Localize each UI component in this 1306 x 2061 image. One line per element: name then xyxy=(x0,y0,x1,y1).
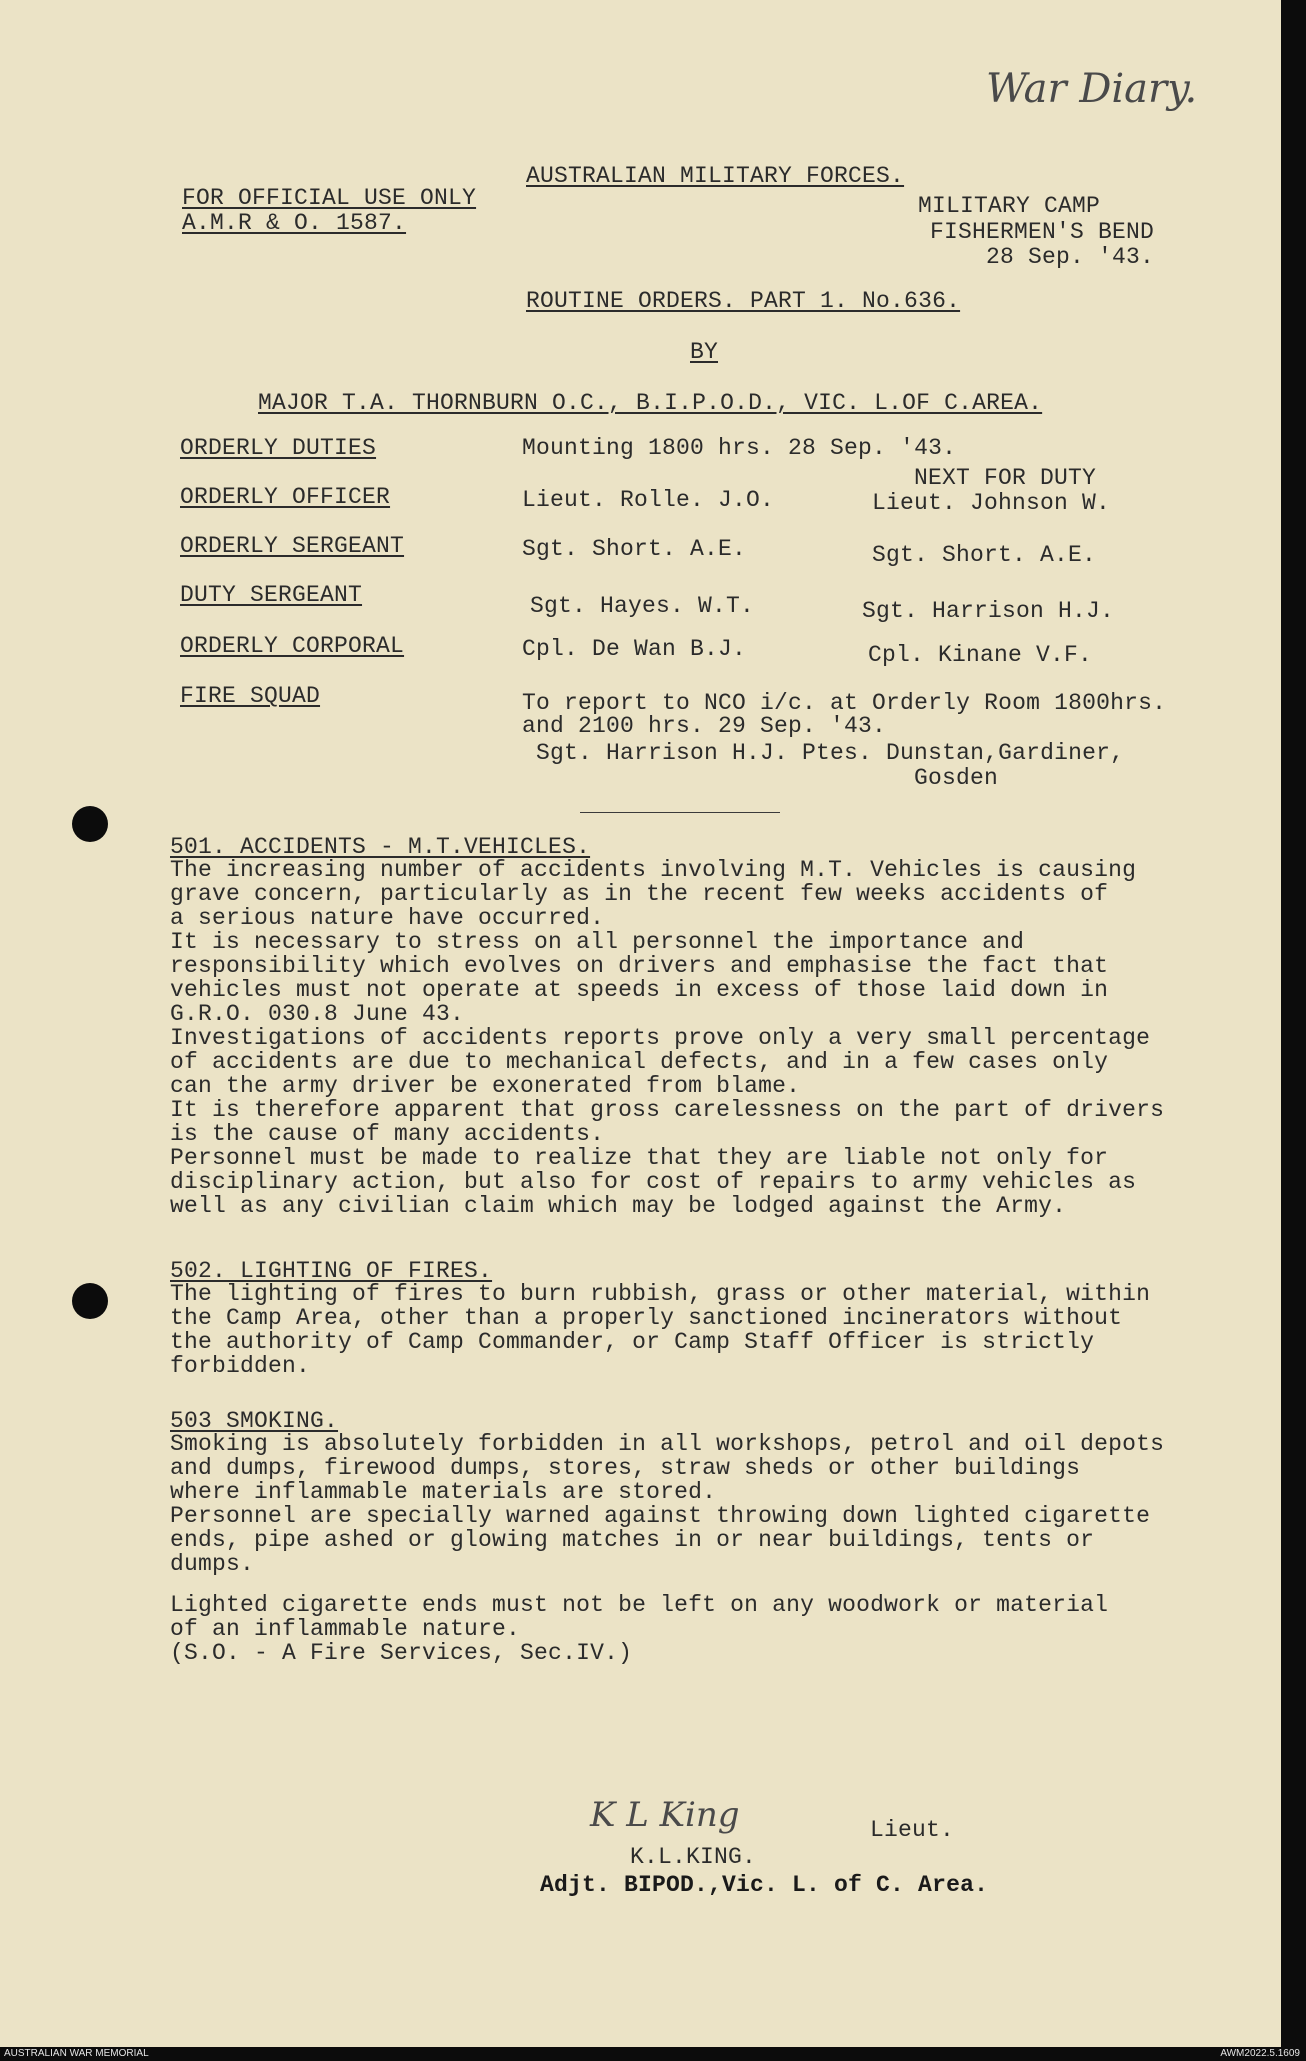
signatory-name: K.L.KING. xyxy=(630,1844,757,1870)
section-line: Personnel are specially warned against throwing down lighted cigarette xyxy=(170,1503,1151,1529)
orders-title: ROUTINE ORDERS. PART 1. No.636. xyxy=(526,288,961,314)
section-line: Personnel must be made to realize that they are liable not only for xyxy=(170,1145,1109,1171)
fire-squad-line: Gosden xyxy=(914,765,999,791)
section-line: vehicles must not operate at speeds in excess of those laid down in xyxy=(170,977,1109,1003)
duty-current: Lieut. Rolle. J.O. xyxy=(522,487,775,513)
section-line: is the cause of many accidents. xyxy=(170,1121,605,1147)
section-divider xyxy=(580,812,780,813)
section-line: (S.O. - A Fire Services, Sec.IV.) xyxy=(170,1640,633,1666)
section-heading: 503 SMOKING. xyxy=(170,1408,339,1434)
fire-squad-line: To report to NCO i/c. at Orderly Room 1800hrs. xyxy=(522,690,1167,716)
section-line: dumps. xyxy=(170,1551,255,1577)
section-line: a serious nature have occurred. xyxy=(170,905,605,931)
by-label: BY xyxy=(690,339,719,365)
fire-squad-line: Sgt. Harrison H.J. Ptes. Dunstan,Gardiner, xyxy=(536,740,1125,766)
duty-label: ORDERLY OFFICER xyxy=(180,484,391,510)
handwritten-signature: K L King xyxy=(590,1795,740,1835)
section-line: disciplinary action, but also for cost of repairs to army vehicles as xyxy=(170,1169,1137,1195)
document-title: AUSTRALIAN MILITARY FORCES. xyxy=(526,163,905,189)
amr-reference: A.M.R & O. 1587. xyxy=(182,210,407,236)
fire-squad-label: FIRE SQUAD xyxy=(180,683,321,709)
signatory-appointment: Adjt. BIPOD.,Vic. L. of C. Area. xyxy=(540,1872,989,1898)
duty-label: ORDERLY SERGEANT xyxy=(180,533,405,559)
section-line: of accidents are due to mechanical defects, and in a few cases only xyxy=(170,1049,1109,1075)
camp-line-2: FISHERMEN'S BEND xyxy=(930,219,1155,245)
punch-hole-bottom xyxy=(72,1283,108,1319)
section-line: It is necessary to stress on all personnel the importance and xyxy=(170,929,1025,955)
section-heading: 502. LIGHTING OF FIRES. xyxy=(170,1258,493,1284)
signatory-rank: Lieut. xyxy=(870,1817,955,1843)
authority-line: MAJOR T.A. THORNBURN O.C., B.I.P.O.D., VIC. L.OF C.AREA. xyxy=(258,390,1043,416)
duty-label: ORDERLY CORPORAL xyxy=(180,633,405,659)
section-heading: 501. ACCIDENTS - M.T.VEHICLES. xyxy=(170,834,591,860)
section-line: G.R.O. 030.8 June 43. xyxy=(170,1001,465,1027)
official-use-label: FOR OFFICIAL USE ONLY xyxy=(182,185,477,211)
section-line: the Camp Area, other than a properly sanctioned incinerators without xyxy=(170,1305,1123,1331)
fire-squad-line: and 2100 hrs. 29 Sep. '43. xyxy=(522,713,887,739)
section-line: The increasing number of accidents involving M.T. Vehicles is causing xyxy=(170,857,1137,883)
section-line: The lighting of fires to burn rubbish, grass or other material, within xyxy=(170,1281,1151,1307)
footer-source: AUSTRALIAN WAR MEMORIAL xyxy=(4,2048,149,2059)
duty-next: Sgt. Short. A.E. xyxy=(872,542,1097,568)
section-line: well as any civilian claim which may be lodged against the Army. xyxy=(170,1193,1067,1219)
section-line: grave concern, particularly as in the recent few weeks accidents of xyxy=(170,881,1109,907)
duty-current: Sgt. Hayes. W.T. xyxy=(530,593,755,619)
section-line: and dumps, firewood dumps, stores, straw sheds or other buildings xyxy=(170,1455,1081,1481)
duty-next: Lieut. Johnson W. xyxy=(872,490,1111,516)
section-line: the authority of Camp Commander, or Camp Staff Officer is strictly xyxy=(170,1329,1095,1355)
next-for-duty-label: NEXT FOR DUTY xyxy=(914,465,1097,491)
section-line: forbidden. xyxy=(170,1353,311,1379)
section-line: can the army driver be exonerated from blame. xyxy=(170,1073,801,1099)
duty-next: Sgt. Harrison H.J. xyxy=(862,598,1115,624)
handwritten-note: War Diary. xyxy=(986,66,1198,112)
section-line: Smoking is absolutely forbidden in all workshops, petrol and oil depots xyxy=(170,1431,1165,1457)
footer-accession-number: AWM2022.5.1609 xyxy=(1220,2048,1300,2059)
duty-current: Mounting 1800 hrs. 28 Sep. '43. xyxy=(522,435,957,461)
section-line: of an inflammable nature. xyxy=(170,1616,521,1642)
section-line: where inflammable materials are stored. xyxy=(170,1479,717,1505)
duty-label: ORDERLY DUTIES xyxy=(180,435,377,461)
section-line: ends, pipe ashed or glowing matches in or near buildings, tents or xyxy=(170,1527,1095,1553)
punch-hole-top xyxy=(72,806,108,842)
document-date: 28 Sep. '43. xyxy=(986,244,1155,270)
duty-current: Sgt. Short. A.E. xyxy=(522,536,747,562)
camp-line-1: MILITARY CAMP xyxy=(918,193,1101,219)
duty-label: DUTY SERGEANT xyxy=(180,582,363,608)
section-line: responsibility which evolves on drivers and emphasise the fact that xyxy=(170,953,1109,979)
section-line: It is therefore apparent that gross carelessness on the part of drivers xyxy=(170,1097,1165,1123)
section-line: Investigations of accidents reports prove only a very small percentage xyxy=(170,1025,1151,1051)
duty-next: Cpl. Kinane V.F. xyxy=(868,642,1093,668)
duty-current: Cpl. De Wan B.J. xyxy=(522,636,747,662)
section-line: Lighted cigarette ends must not be left on any woodwork or material xyxy=(170,1592,1109,1618)
